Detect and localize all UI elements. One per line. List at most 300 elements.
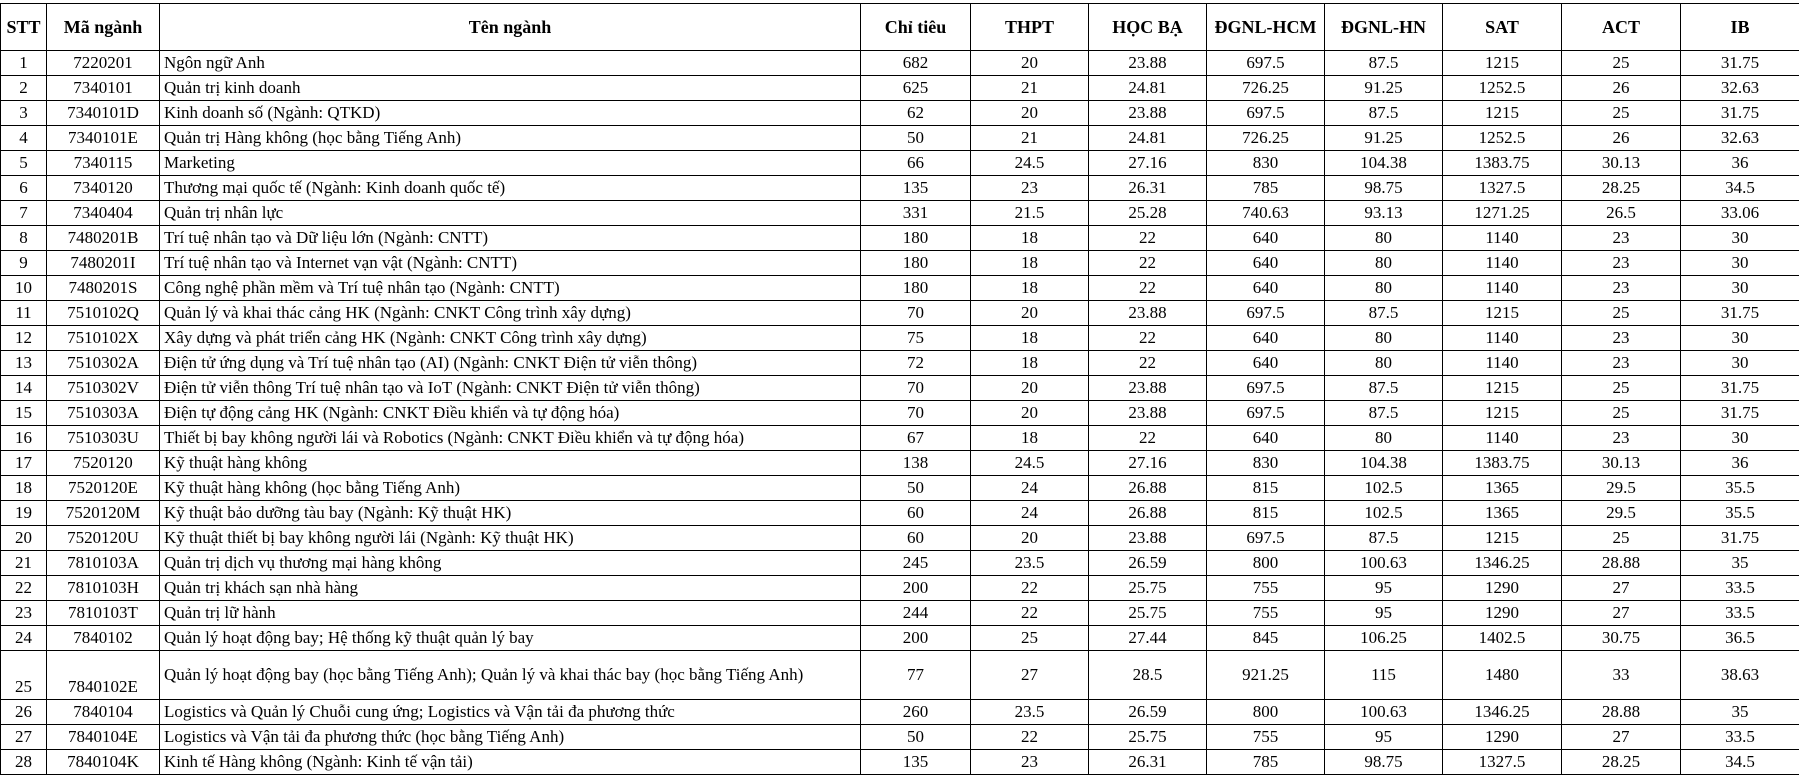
cell-sat[interactable]: 1383.75 xyxy=(1443,151,1562,176)
cell-name[interactable]: Công nghệ phần mềm và Trí tuệ nhân tạo (Ngành: CNTT) xyxy=(160,276,861,301)
cell-sat[interactable]: 1346.25 xyxy=(1443,551,1562,576)
cell-name[interactable]: Logistics và Quản lý Chuỗi cung ứng; Logistics và Vận tải đa phương thức xyxy=(160,700,861,725)
cell-dgnl-hcm[interactable]: 640 xyxy=(1207,251,1325,276)
cell-dgnl-hn[interactable]: 104.38 xyxy=(1325,151,1443,176)
cell-sat[interactable]: 1480 xyxy=(1443,651,1562,700)
cell-act[interactable]: 23 xyxy=(1562,276,1681,301)
cell-ib[interactable]: 36 xyxy=(1681,451,1799,476)
cell-stt[interactable]: 11 xyxy=(1,301,47,326)
cell-dgnl-hcm[interactable]: 845 xyxy=(1207,626,1325,651)
cell-dgnl-hn[interactable]: 80 xyxy=(1325,226,1443,251)
cell-ib[interactable]: 38.63 xyxy=(1681,651,1799,700)
cell-dgnl-hn[interactable]: 115 xyxy=(1325,651,1443,700)
cell-hoc-ba[interactable]: 25.75 xyxy=(1089,725,1207,750)
cell-stt[interactable]: 25 xyxy=(1,651,47,700)
cell-hoc-ba[interactable]: 23.88 xyxy=(1089,526,1207,551)
cell-quota[interactable]: 625 xyxy=(861,76,971,101)
cell-thpt[interactable]: 22 xyxy=(971,601,1089,626)
cell-quota[interactable]: 50 xyxy=(861,725,971,750)
cell-code[interactable]: 7480201B xyxy=(47,226,160,251)
cell-name[interactable]: Điện tử viễn thông Trí tuệ nhân tạo và IoT (Ngành: CNKT Điện tử viễn thông) xyxy=(160,376,861,401)
cell-hoc-ba[interactable]: 22 xyxy=(1089,276,1207,301)
cell-stt[interactable]: 7 xyxy=(1,201,47,226)
cell-thpt[interactable]: 24 xyxy=(971,501,1089,526)
cell-act[interactable]: 26 xyxy=(1562,76,1681,101)
cell-name[interactable]: Trí tuệ nhân tạo và Dữ liệu lớn (Ngành: CNTT) xyxy=(160,226,861,251)
cell-code[interactable]: 7340115 xyxy=(47,151,160,176)
cell-ib[interactable]: 31.75 xyxy=(1681,301,1799,326)
cell-dgnl-hn[interactable]: 87.5 xyxy=(1325,101,1443,126)
cell-thpt[interactable]: 20 xyxy=(971,51,1089,76)
cell-hoc-ba[interactable]: 23.88 xyxy=(1089,301,1207,326)
cell-dgnl-hcm[interactable]: 815 xyxy=(1207,476,1325,501)
cell-name[interactable]: Quản trị lữ hành xyxy=(160,601,861,626)
cell-thpt[interactable]: 21 xyxy=(971,126,1089,151)
cell-name[interactable]: Quản lý hoạt động bay (học bằng Tiếng Anh); Quản lý và khai thác bay (học bằng Tiếng Anh) xyxy=(160,651,861,700)
cell-dgnl-hcm[interactable]: 697.5 xyxy=(1207,51,1325,76)
cell-name[interactable]: Kỹ thuật bảo dưỡng tàu bay (Ngành: Kỹ thuật HK) xyxy=(160,501,861,526)
cell-hoc-ba[interactable]: 23.88 xyxy=(1089,401,1207,426)
cell-ib[interactable]: 30 xyxy=(1681,426,1799,451)
cell-hoc-ba[interactable]: 25.75 xyxy=(1089,601,1207,626)
cell-thpt[interactable]: 18 xyxy=(971,351,1089,376)
cell-quota[interactable]: 682 xyxy=(861,51,971,76)
cell-ib[interactable]: 33.5 xyxy=(1681,601,1799,626)
cell-act[interactable]: 25 xyxy=(1562,101,1681,126)
cell-hoc-ba[interactable]: 23.88 xyxy=(1089,376,1207,401)
cell-dgnl-hcm[interactable]: 785 xyxy=(1207,750,1325,775)
cell-dgnl-hn[interactable]: 87.5 xyxy=(1325,51,1443,76)
cell-act[interactable]: 29.5 xyxy=(1562,476,1681,501)
cell-hoc-ba[interactable]: 26.88 xyxy=(1089,501,1207,526)
cell-sat[interactable]: 1290 xyxy=(1443,601,1562,626)
cell-sat[interactable]: 1215 xyxy=(1443,526,1562,551)
cell-dgnl-hn[interactable]: 104.38 xyxy=(1325,451,1443,476)
cell-name[interactable]: Quản trị dịch vụ thương mại hàng không xyxy=(160,551,861,576)
cell-act[interactable]: 29.5 xyxy=(1562,501,1681,526)
cell-thpt[interactable]: 23.5 xyxy=(971,551,1089,576)
cell-name[interactable]: Quản trị kinh doanh xyxy=(160,76,861,101)
cell-code[interactable]: 7520120 xyxy=(47,451,160,476)
cell-hoc-ba[interactable]: 27.16 xyxy=(1089,151,1207,176)
cell-quota[interactable]: 70 xyxy=(861,376,971,401)
cell-act[interactable]: 28.88 xyxy=(1562,700,1681,725)
cell-name[interactable]: Kinh tế Hàng không (Ngành: Kinh tế vận tải) xyxy=(160,750,861,775)
cell-dgnl-hcm[interactable]: 697.5 xyxy=(1207,376,1325,401)
cell-dgnl-hn[interactable]: 98.75 xyxy=(1325,750,1443,775)
cell-act[interactable]: 25 xyxy=(1562,376,1681,401)
cell-sat[interactable]: 1271.25 xyxy=(1443,201,1562,226)
cell-stt[interactable]: 17 xyxy=(1,451,47,476)
cell-dgnl-hcm[interactable]: 755 xyxy=(1207,576,1325,601)
cell-sat[interactable]: 1327.5 xyxy=(1443,750,1562,775)
cell-thpt[interactable]: 23 xyxy=(971,750,1089,775)
cell-thpt[interactable]: 24 xyxy=(971,476,1089,501)
cell-dgnl-hcm[interactable]: 800 xyxy=(1207,700,1325,725)
cell-ib[interactable]: 30 xyxy=(1681,276,1799,301)
cell-ib[interactable]: 34.5 xyxy=(1681,750,1799,775)
cell-name[interactable]: Ngôn ngữ Anh xyxy=(160,51,861,76)
cell-code[interactable]: 7840104K xyxy=(47,750,160,775)
cell-quota[interactable]: 135 xyxy=(861,176,971,201)
cell-thpt[interactable]: 18 xyxy=(971,276,1089,301)
cell-sat[interactable]: 1140 xyxy=(1443,426,1562,451)
cell-stt[interactable]: 8 xyxy=(1,226,47,251)
cell-act[interactable]: 28.25 xyxy=(1562,176,1681,201)
cell-stt[interactable]: 16 xyxy=(1,426,47,451)
cell-dgnl-hn[interactable]: 102.5 xyxy=(1325,476,1443,501)
cell-name[interactable]: Thương mại quốc tế (Ngành: Kinh doanh quốc tế) xyxy=(160,176,861,201)
cell-sat[interactable]: 1290 xyxy=(1443,576,1562,601)
cell-dgnl-hcm[interactable]: 640 xyxy=(1207,226,1325,251)
cell-act[interactable]: 30.13 xyxy=(1562,451,1681,476)
cell-name[interactable]: Kinh doanh số (Ngành: QTKD) xyxy=(160,101,861,126)
cell-dgnl-hn[interactable]: 95 xyxy=(1325,725,1443,750)
cell-quota[interactable]: 70 xyxy=(861,301,971,326)
cell-quota[interactable]: 331 xyxy=(861,201,971,226)
cell-stt[interactable]: 19 xyxy=(1,501,47,526)
cell-act[interactable]: 27 xyxy=(1562,601,1681,626)
cell-dgnl-hn[interactable]: 93.13 xyxy=(1325,201,1443,226)
cell-stt[interactable]: 3 xyxy=(1,101,47,126)
cell-dgnl-hn[interactable]: 80 xyxy=(1325,276,1443,301)
cell-name[interactable]: Logistics và Vận tải đa phương thức (học bằng Tiếng Anh) xyxy=(160,725,861,750)
cell-name[interactable]: Quản trị Hàng không (học bằng Tiếng Anh) xyxy=(160,126,861,151)
cell-quota[interactable]: 138 xyxy=(861,451,971,476)
cell-name[interactable]: Xây dựng và phát triển cảng HK (Ngành: CNKT Công trình xây dựng) xyxy=(160,326,861,351)
cell-thpt[interactable]: 21 xyxy=(971,76,1089,101)
cell-ib[interactable]: 30 xyxy=(1681,251,1799,276)
cell-dgnl-hn[interactable]: 102.5 xyxy=(1325,501,1443,526)
cell-ib[interactable]: 32.63 xyxy=(1681,76,1799,101)
cell-stt[interactable]: 9 xyxy=(1,251,47,276)
cell-code[interactable]: 7810103H xyxy=(47,576,160,601)
cell-thpt[interactable]: 20 xyxy=(971,401,1089,426)
cell-hoc-ba[interactable]: 26.59 xyxy=(1089,551,1207,576)
cell-quota[interactable]: 77 xyxy=(861,651,971,700)
cell-thpt[interactable]: 20 xyxy=(971,101,1089,126)
cell-stt[interactable]: 6 xyxy=(1,176,47,201)
cell-code[interactable]: 7510303A xyxy=(47,401,160,426)
cell-quota[interactable]: 50 xyxy=(861,476,971,501)
cell-name[interactable]: Thiết bị bay không người lái và Robotics (Ngành: CNKT Điều khiển và tự động hóa) xyxy=(160,426,861,451)
cell-act[interactable]: 25 xyxy=(1562,526,1681,551)
cell-dgnl-hn[interactable]: 87.5 xyxy=(1325,301,1443,326)
cell-act[interactable]: 25 xyxy=(1562,301,1681,326)
cell-thpt[interactable]: 21.5 xyxy=(971,201,1089,226)
cell-dgnl-hcm[interactable]: 697.5 xyxy=(1207,526,1325,551)
cell-sat[interactable]: 1140 xyxy=(1443,226,1562,251)
cell-name[interactable]: Kỹ thuật hàng không xyxy=(160,451,861,476)
cell-stt[interactable]: 14 xyxy=(1,376,47,401)
cell-code[interactable]: 7220201 xyxy=(47,51,160,76)
cell-quota[interactable]: 50 xyxy=(861,126,971,151)
cell-code[interactable]: 7840102E xyxy=(47,651,160,700)
cell-name[interactable]: Điện tự động cảng HK (Ngành: CNKT Điều khiển và tự động hóa) xyxy=(160,401,861,426)
cell-dgnl-hcm[interactable]: 785 xyxy=(1207,176,1325,201)
cell-quota[interactable]: 60 xyxy=(861,501,971,526)
cell-dgnl-hn[interactable]: 87.5 xyxy=(1325,526,1443,551)
cell-code[interactable]: 7520120U xyxy=(47,526,160,551)
cell-hoc-ba[interactable]: 22 xyxy=(1089,426,1207,451)
cell-hoc-ba[interactable]: 25.75 xyxy=(1089,576,1207,601)
cell-code[interactable]: 7510102X xyxy=(47,326,160,351)
cell-sat[interactable]: 1140 xyxy=(1443,351,1562,376)
cell-code[interactable]: 7840104 xyxy=(47,700,160,725)
cell-hoc-ba[interactable]: 26.59 xyxy=(1089,700,1207,725)
cell-code[interactable]: 7520120M xyxy=(47,501,160,526)
cell-act[interactable]: 26 xyxy=(1562,126,1681,151)
cell-dgnl-hn[interactable]: 95 xyxy=(1325,601,1443,626)
cell-name[interactable]: Marketing xyxy=(160,151,861,176)
cell-ib[interactable]: 33.5 xyxy=(1681,576,1799,601)
cell-dgnl-hcm[interactable]: 726.25 xyxy=(1207,76,1325,101)
cell-sat[interactable]: 1365 xyxy=(1443,476,1562,501)
cell-ib[interactable]: 33.5 xyxy=(1681,725,1799,750)
cell-stt[interactable]: 13 xyxy=(1,351,47,376)
cell-sat[interactable]: 1365 xyxy=(1443,501,1562,526)
cell-quota[interactable]: 66 xyxy=(861,151,971,176)
cell-thpt[interactable]: 20 xyxy=(971,376,1089,401)
cell-dgnl-hn[interactable]: 80 xyxy=(1325,426,1443,451)
cell-ib[interactable]: 31.75 xyxy=(1681,101,1799,126)
cell-ib[interactable]: 30 xyxy=(1681,326,1799,351)
cell-name[interactable]: Quản trị khách sạn nhà hàng xyxy=(160,576,861,601)
cell-act[interactable]: 27 xyxy=(1562,576,1681,601)
cell-code[interactable]: 7840104E xyxy=(47,725,160,750)
cell-hoc-ba[interactable]: 24.81 xyxy=(1089,76,1207,101)
cell-thpt[interactable]: 20 xyxy=(971,301,1089,326)
cell-thpt[interactable]: 22 xyxy=(971,725,1089,750)
cell-code[interactable]: 7810103A xyxy=(47,551,160,576)
cell-stt[interactable]: 4 xyxy=(1,126,47,151)
cell-stt[interactable]: 10 xyxy=(1,276,47,301)
cell-ib[interactable]: 31.75 xyxy=(1681,51,1799,76)
cell-stt[interactable]: 18 xyxy=(1,476,47,501)
cell-thpt[interactable]: 22 xyxy=(971,576,1089,601)
cell-thpt[interactable]: 24.5 xyxy=(971,451,1089,476)
cell-dgnl-hcm[interactable]: 755 xyxy=(1207,601,1325,626)
cell-quota[interactable]: 245 xyxy=(861,551,971,576)
cell-act[interactable]: 23 xyxy=(1562,326,1681,351)
cell-name[interactable]: Quản lý và khai thác cảng HK (Ngành: CNKT Công trình xây dựng) xyxy=(160,301,861,326)
cell-hoc-ba[interactable]: 22 xyxy=(1089,351,1207,376)
cell-thpt[interactable]: 18 xyxy=(971,251,1089,276)
cell-dgnl-hn[interactable]: 80 xyxy=(1325,326,1443,351)
cell-hoc-ba[interactable]: 22 xyxy=(1089,251,1207,276)
cell-stt[interactable]: 28 xyxy=(1,750,47,775)
cell-quota[interactable]: 75 xyxy=(861,326,971,351)
cell-thpt[interactable]: 18 xyxy=(971,226,1089,251)
cell-dgnl-hcm[interactable]: 640 xyxy=(1207,351,1325,376)
cell-quota[interactable]: 60 xyxy=(861,526,971,551)
cell-ib[interactable]: 35 xyxy=(1681,700,1799,725)
cell-act[interactable]: 30.75 xyxy=(1562,626,1681,651)
cell-thpt[interactable]: 20 xyxy=(971,526,1089,551)
cell-act[interactable]: 25 xyxy=(1562,401,1681,426)
cell-quota[interactable]: 180 xyxy=(861,226,971,251)
cell-sat[interactable]: 1140 xyxy=(1443,276,1562,301)
cell-code[interactable]: 7340404 xyxy=(47,201,160,226)
cell-stt[interactable]: 26 xyxy=(1,700,47,725)
cell-name[interactable]: Trí tuệ nhân tạo và Internet vạn vật (Ngành: CNTT) xyxy=(160,251,861,276)
cell-stt[interactable]: 12 xyxy=(1,326,47,351)
cell-sat[interactable]: 1140 xyxy=(1443,251,1562,276)
cell-hoc-ba[interactable]: 26.31 xyxy=(1089,750,1207,775)
cell-ib[interactable]: 36.5 xyxy=(1681,626,1799,651)
cell-dgnl-hcm[interactable]: 640 xyxy=(1207,326,1325,351)
cell-act[interactable]: 23 xyxy=(1562,251,1681,276)
cell-code[interactable]: 7510302V xyxy=(47,376,160,401)
cell-stt[interactable]: 15 xyxy=(1,401,47,426)
cell-ib[interactable]: 31.75 xyxy=(1681,526,1799,551)
cell-ib[interactable]: 34.5 xyxy=(1681,176,1799,201)
cell-code[interactable]: 7840102 xyxy=(47,626,160,651)
cell-ib[interactable]: 31.75 xyxy=(1681,376,1799,401)
cell-stt[interactable]: 5 xyxy=(1,151,47,176)
cell-code[interactable]: 7810103T xyxy=(47,601,160,626)
cell-ib[interactable]: 31.75 xyxy=(1681,401,1799,426)
cell-quota[interactable]: 180 xyxy=(861,251,971,276)
cell-code[interactable]: 7340120 xyxy=(47,176,160,201)
cell-dgnl-hn[interactable]: 100.63 xyxy=(1325,700,1443,725)
cell-quota[interactable]: 135 xyxy=(861,750,971,775)
cell-quota[interactable]: 180 xyxy=(861,276,971,301)
cell-sat[interactable]: 1215 xyxy=(1443,51,1562,76)
cell-dgnl-hn[interactable]: 80 xyxy=(1325,351,1443,376)
cell-code[interactable]: 7480201S xyxy=(47,276,160,301)
cell-code[interactable]: 7480201I xyxy=(47,251,160,276)
cell-act[interactable]: 30.13 xyxy=(1562,151,1681,176)
cell-hoc-ba[interactable]: 27.16 xyxy=(1089,451,1207,476)
cell-quota[interactable]: 200 xyxy=(861,576,971,601)
cell-act[interactable]: 28.25 xyxy=(1562,750,1681,775)
cell-dgnl-hn[interactable]: 91.25 xyxy=(1325,126,1443,151)
cell-act[interactable]: 23 xyxy=(1562,351,1681,376)
cell-sat[interactable]: 1327.5 xyxy=(1443,176,1562,201)
cell-sat[interactable]: 1215 xyxy=(1443,301,1562,326)
cell-dgnl-hn[interactable]: 87.5 xyxy=(1325,401,1443,426)
cell-hoc-ba[interactable]: 27.44 xyxy=(1089,626,1207,651)
cell-name[interactable]: Quản lý hoạt động bay; Hệ thống kỹ thuật quản lý bay xyxy=(160,626,861,651)
cell-hoc-ba[interactable]: 25.28 xyxy=(1089,201,1207,226)
cell-dgnl-hn[interactable]: 100.63 xyxy=(1325,551,1443,576)
cell-sat[interactable]: 1252.5 xyxy=(1443,76,1562,101)
cell-act[interactable]: 33 xyxy=(1562,651,1681,700)
cell-sat[interactable]: 1346.25 xyxy=(1443,700,1562,725)
cell-code[interactable]: 7510303U xyxy=(47,426,160,451)
cell-thpt[interactable]: 23 xyxy=(971,176,1089,201)
cell-name[interactable]: Kỹ thuật hàng không (học bằng Tiếng Anh) xyxy=(160,476,861,501)
cell-thpt[interactable]: 25 xyxy=(971,626,1089,651)
cell-thpt[interactable]: 24.5 xyxy=(971,151,1089,176)
cell-dgnl-hcm[interactable]: 640 xyxy=(1207,426,1325,451)
cell-dgnl-hcm[interactable]: 726.25 xyxy=(1207,126,1325,151)
cell-code[interactable]: 7510102Q xyxy=(47,301,160,326)
cell-quota[interactable]: 244 xyxy=(861,601,971,626)
cell-stt[interactable]: 1 xyxy=(1,51,47,76)
cell-hoc-ba[interactable]: 23.88 xyxy=(1089,51,1207,76)
cell-dgnl-hn[interactable]: 80 xyxy=(1325,251,1443,276)
cell-hoc-ba[interactable]: 26.31 xyxy=(1089,176,1207,201)
cell-ib[interactable]: 30 xyxy=(1681,226,1799,251)
cell-act[interactable]: 25 xyxy=(1562,51,1681,76)
cell-dgnl-hn[interactable]: 91.25 xyxy=(1325,76,1443,101)
cell-dgnl-hn[interactable]: 106.25 xyxy=(1325,626,1443,651)
cell-ib[interactable]: 30 xyxy=(1681,351,1799,376)
cell-thpt[interactable]: 23.5 xyxy=(971,700,1089,725)
cell-hoc-ba[interactable]: 23.88 xyxy=(1089,101,1207,126)
cell-dgnl-hn[interactable]: 98.75 xyxy=(1325,176,1443,201)
cell-quota[interactable]: 72 xyxy=(861,351,971,376)
cell-sat[interactable]: 1140 xyxy=(1443,326,1562,351)
cell-ib[interactable]: 35 xyxy=(1681,551,1799,576)
cell-sat[interactable]: 1252.5 xyxy=(1443,126,1562,151)
cell-quota[interactable]: 70 xyxy=(861,401,971,426)
cell-dgnl-hn[interactable]: 95 xyxy=(1325,576,1443,601)
cell-act[interactable]: 27 xyxy=(1562,725,1681,750)
cell-dgnl-hcm[interactable]: 800 xyxy=(1207,551,1325,576)
cell-ib[interactable]: 33.06 xyxy=(1681,201,1799,226)
cell-dgnl-hcm[interactable]: 815 xyxy=(1207,501,1325,526)
cell-dgnl-hcm[interactable]: 640 xyxy=(1207,276,1325,301)
cell-dgnl-hcm[interactable]: 921.25 xyxy=(1207,651,1325,700)
cell-dgnl-hcm[interactable]: 697.5 xyxy=(1207,401,1325,426)
cell-code[interactable]: 7510302A xyxy=(47,351,160,376)
cell-act[interactable]: 28.88 xyxy=(1562,551,1681,576)
cell-stt[interactable]: 24 xyxy=(1,626,47,651)
cell-dgnl-hn[interactable]: 87.5 xyxy=(1325,376,1443,401)
cell-sat[interactable]: 1215 xyxy=(1443,376,1562,401)
cell-sat[interactable]: 1383.75 xyxy=(1443,451,1562,476)
cell-hoc-ba[interactable]: 22 xyxy=(1089,226,1207,251)
cell-act[interactable]: 23 xyxy=(1562,426,1681,451)
cell-hoc-ba[interactable]: 26.88 xyxy=(1089,476,1207,501)
cell-thpt[interactable]: 18 xyxy=(971,426,1089,451)
cell-sat[interactable]: 1215 xyxy=(1443,401,1562,426)
cell-stt[interactable]: 20 xyxy=(1,526,47,551)
cell-sat[interactable]: 1290 xyxy=(1443,725,1562,750)
cell-dgnl-hcm[interactable]: 740.63 xyxy=(1207,201,1325,226)
cell-thpt[interactable]: 27 xyxy=(971,651,1089,700)
cell-name[interactable]: Điện tử ứng dụng và Trí tuệ nhân tạo (AI) (Ngành: CNKT Điện tử viễn thông) xyxy=(160,351,861,376)
cell-name[interactable]: Kỹ thuật thiết bị bay không người lái (Ngành: Kỹ thuật HK) xyxy=(160,526,861,551)
cell-dgnl-hcm[interactable]: 830 xyxy=(1207,151,1325,176)
cell-quota[interactable]: 260 xyxy=(861,700,971,725)
cell-hoc-ba[interactable]: 22 xyxy=(1089,326,1207,351)
cell-sat[interactable]: 1215 xyxy=(1443,101,1562,126)
cell-ib[interactable]: 32.63 xyxy=(1681,126,1799,151)
cell-code[interactable]: 7340101E xyxy=(47,126,160,151)
cell-code[interactable]: 7340101 xyxy=(47,76,160,101)
cell-act[interactable]: 23 xyxy=(1562,226,1681,251)
cell-ib[interactable]: 35.5 xyxy=(1681,476,1799,501)
cell-quota[interactable]: 62 xyxy=(861,101,971,126)
cell-dgnl-hcm[interactable]: 697.5 xyxy=(1207,101,1325,126)
cell-quota[interactable]: 67 xyxy=(861,426,971,451)
cell-ib[interactable]: 35.5 xyxy=(1681,501,1799,526)
cell-ib[interactable]: 36 xyxy=(1681,151,1799,176)
cell-hoc-ba[interactable]: 24.81 xyxy=(1089,126,1207,151)
cell-dgnl-hcm[interactable]: 755 xyxy=(1207,725,1325,750)
cell-act[interactable]: 26.5 xyxy=(1562,201,1681,226)
cell-stt[interactable]: 21 xyxy=(1,551,47,576)
cell-code[interactable]: 7340101D xyxy=(47,101,160,126)
cell-dgnl-hcm[interactable]: 697.5 xyxy=(1207,301,1325,326)
cell-stt[interactable]: 2 xyxy=(1,76,47,101)
cell-name[interactable]: Quản trị nhân lực xyxy=(160,201,861,226)
cell-stt[interactable]: 23 xyxy=(1,601,47,626)
